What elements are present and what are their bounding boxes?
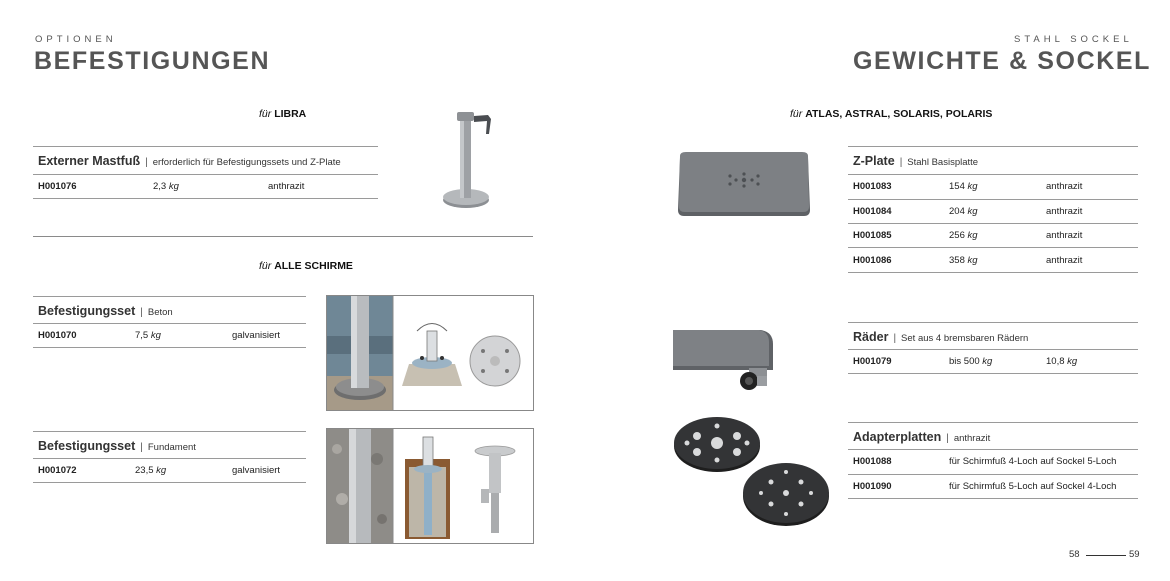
product-code: H001079 [853,356,892,367]
section-prefix: für [259,260,272,272]
divider [33,174,378,175]
separator: | [145,157,148,168]
adapterplatten-illustration [673,412,833,532]
separator: | [140,307,143,318]
product-code: H001090 [853,481,892,492]
page-number-divider [1086,555,1126,556]
product-header-set-beton [38,304,173,318]
product-header-raeder [853,330,1028,344]
product-header-adapter [853,430,990,444]
product-finish: anthrazit [268,181,305,192]
product-finish: anthrazit [1046,230,1083,241]
divider [33,146,378,147]
product-weight: 23,5 kg [135,465,167,476]
section-target: ALLE SCHIRME [274,260,353,272]
divider [848,474,1138,475]
divider [848,223,1138,224]
product-name: Befestigungsset [38,304,136,318]
product-name: Adapterplatten [853,430,942,444]
set-fundament-photo [326,428,534,544]
divider [848,272,1138,273]
product-finish: galvanisiert [232,465,281,476]
product-finish: anthrazit [1046,255,1083,266]
mastfuss-illustration [440,108,500,213]
product-name: Räder [853,330,889,344]
product-description: für Schirmfuß 4-Loch auf Sockel 5-Loch [949,456,1117,467]
separator: | [893,333,897,344]
product-weight: 10,8 kg [1046,356,1078,367]
divider [848,422,1138,423]
divider [848,498,1138,499]
product-code: H001070 [38,330,77,341]
separator: | [946,433,949,444]
section-prefix: für [790,108,803,120]
section-target: LIBRA [274,108,307,120]
divider [848,247,1138,248]
divider [848,174,1138,175]
product-weight: 2,3 kg [153,181,179,192]
product-description: für Schirmfuß 5-Loch auf Sockel 4-Loch [949,481,1117,492]
product-weight: 7,5 kg [135,330,161,341]
product-header-mastfuss [38,154,341,168]
product-desc: anthrazit [953,433,991,444]
divider [33,198,378,199]
divider [848,349,1138,350]
divider [33,296,306,297]
product-name: Externer Mastfuß [38,154,141,168]
zplate-illustration [674,150,814,220]
product-desc: Fundament [147,442,196,453]
separator: | [899,157,903,168]
divider [848,373,1138,374]
divider [33,482,306,483]
divider [33,458,306,459]
section-label-libra [259,108,306,120]
product-finish: anthrazit [1046,206,1083,217]
section-prefix: für [259,108,272,120]
set-beton-photo [326,295,534,411]
divider [33,431,306,432]
divider [33,323,306,324]
product-code: H001086 [853,255,892,266]
section-label-right [790,108,992,120]
divider [848,449,1138,450]
product-code: H001083 [853,181,892,192]
product-name: Z-Plate [853,154,895,168]
product-finish: galvanisiert [232,330,281,341]
right-eyebrow: STAHL SOCKEL [1014,34,1133,45]
product-load: bis 500 kg [949,356,993,367]
product-desc: Beton [147,307,173,318]
separator: | [140,442,143,453]
section-label-alle [259,260,353,272]
page-number-right: 59 [1129,549,1140,560]
right-page-title: GEWICHTE & SOCKEL [853,47,1152,75]
product-weight: 204 kg [949,206,978,217]
raeder-illustration [673,330,783,392]
product-code: H001072 [38,465,77,476]
product-code: H001076 [38,181,77,192]
product-weight: 358 kg [949,255,978,266]
product-weight: 154 kg [949,181,978,192]
page-number-left: 58 [1069,549,1080,560]
left-eyebrow: OPTIONEN [35,34,117,45]
product-finish: anthrazit [1046,181,1083,192]
product-desc: Set aus 4 bremsbaren Rädern [901,333,1029,344]
section-divider [33,236,533,237]
divider [848,146,1138,147]
product-code: H001088 [853,456,892,467]
product-header-zplate [853,154,978,168]
product-desc: Stahl Basisplatte [907,157,979,168]
product-desc: erforderlich für Befestigungssets und Z-Plate [152,157,341,168]
left-page-title: BEFESTIGUNGEN [34,47,271,75]
product-weight: 256 kg [949,230,978,241]
divider [848,199,1138,200]
divider [848,322,1138,323]
section-target: ATLAS, ASTRAL, SOLARIS, POLARIS [805,108,993,120]
divider [33,347,306,348]
product-header-set-fundament [38,439,196,453]
product-code: H001084 [853,206,892,217]
product-code: H001085 [853,230,892,241]
product-name: Befestigungsset [38,439,136,453]
